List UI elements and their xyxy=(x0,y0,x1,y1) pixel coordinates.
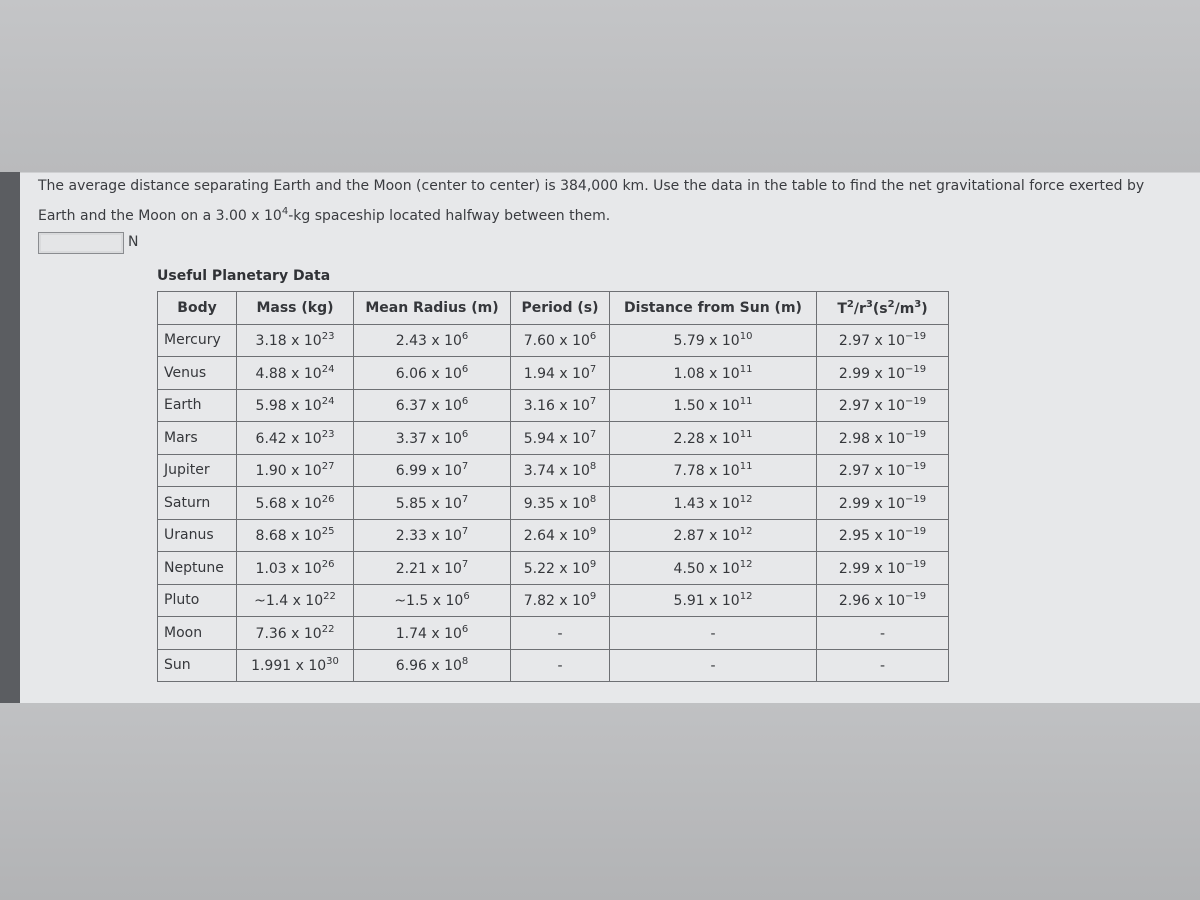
period-exponent: 9 xyxy=(589,591,597,603)
table-row xyxy=(158,552,949,585)
ratio-mantissa: 2.96 x 10 xyxy=(838,593,906,610)
period-exponent: 9 xyxy=(589,526,597,538)
period-mantissa: 5.22 x 10 xyxy=(523,560,590,577)
cell-ratio xyxy=(817,454,949,487)
cell-radius xyxy=(354,324,511,357)
cell-mass xyxy=(237,357,354,390)
period-exponent: 7 xyxy=(589,396,597,408)
cell-radius xyxy=(354,519,511,552)
ratio-mantissa: 2.97 x 10 xyxy=(838,463,906,480)
radius-mantissa: 2.33 x 10 xyxy=(395,528,462,545)
cell-mass xyxy=(237,519,354,552)
table-row xyxy=(158,422,949,455)
distance-exponent: 12 xyxy=(739,558,753,570)
header-radius: Mean Radius (m) xyxy=(354,292,511,325)
distance-mantissa: 2.87 x 10 xyxy=(673,528,740,545)
cell-body: Mercury xyxy=(158,324,237,357)
radius-mantissa: 1.74 x 10 xyxy=(395,625,462,642)
cell-radius xyxy=(354,552,511,585)
ratio-mantissa: 2.97 x 10 xyxy=(838,398,906,415)
table-row xyxy=(158,519,949,552)
cell-radius xyxy=(354,357,511,390)
mass-exponent: 26 xyxy=(321,558,335,570)
radius-exponent: 6 xyxy=(461,396,469,408)
ratio-mantissa: - xyxy=(879,625,886,642)
ratio-T: T xyxy=(837,300,847,317)
cell-period xyxy=(511,454,610,487)
table-row xyxy=(158,357,949,390)
table-row xyxy=(158,487,949,520)
ratio-mantissa: - xyxy=(879,658,886,675)
mass-mantissa: 1.90 x 10 xyxy=(255,463,322,480)
ratio-exponent: −19 xyxy=(905,396,927,408)
period-mantissa: 1.94 x 10 xyxy=(523,365,590,382)
cell-period xyxy=(511,584,610,617)
mass-mantissa: 1.991 x 10 xyxy=(251,658,327,675)
cell-ratio xyxy=(817,389,949,422)
cell-mass xyxy=(237,454,354,487)
cell-mass xyxy=(237,617,354,650)
cell-radius xyxy=(354,422,511,455)
cell-distance xyxy=(610,487,817,520)
ratio-mantissa: 2.99 x 10 xyxy=(838,365,906,382)
cell-period xyxy=(511,552,610,585)
cell-body: Sun xyxy=(158,649,237,682)
radius-exponent: 7 xyxy=(461,558,469,570)
distance-mantissa: 1.08 x 10 xyxy=(673,365,740,382)
mass-exponent: 23 xyxy=(321,428,335,440)
table-title: Useful Planetary Data xyxy=(157,268,331,284)
ratio-mantissa: 2.98 x 10 xyxy=(838,430,906,447)
header-period: Period (s) xyxy=(511,292,610,325)
mass-exponent: 23 xyxy=(321,331,335,343)
mass-exponent: 24 xyxy=(321,363,335,375)
background-top xyxy=(0,0,1200,175)
period-mantissa: 3.16 x 10 xyxy=(523,398,590,415)
mass-mantissa: ~1.4 x 10 xyxy=(254,593,324,610)
ratio-mantissa: 2.99 x 10 xyxy=(838,495,906,512)
question-line-2-start: Earth and the Moon on a 3.00 x 10 xyxy=(38,208,282,224)
period-exponent: 7 xyxy=(589,363,597,375)
ratio-T-exp: 2 xyxy=(846,298,854,310)
ratio-units-m: /m xyxy=(894,300,915,317)
mass-exponent: 22 xyxy=(323,591,336,603)
cell-mass xyxy=(237,552,354,585)
cell-distance xyxy=(610,324,817,357)
cell-ratio xyxy=(817,584,949,617)
ratio-exponent: −19 xyxy=(905,428,927,440)
table-row xyxy=(158,649,949,682)
cell-period xyxy=(511,389,610,422)
header-ratio xyxy=(817,292,949,325)
cell-distance xyxy=(610,422,817,455)
header-body: Body xyxy=(158,292,237,325)
cell-body: Moon xyxy=(158,617,237,650)
period-exponent: 9 xyxy=(589,558,597,570)
ratio-units-close: ) xyxy=(921,300,928,317)
header-distance: Distance from Sun (m) xyxy=(610,292,817,325)
period-mantissa: - xyxy=(557,658,563,675)
cell-radius xyxy=(354,454,511,487)
radius-exponent: 6 xyxy=(461,331,469,343)
cell-radius xyxy=(354,487,511,520)
distance-exponent: 11 xyxy=(739,461,753,473)
period-exponent: 8 xyxy=(589,461,597,473)
radius-exponent: 6 xyxy=(461,428,469,440)
table-header-row xyxy=(158,292,949,325)
screen-edge xyxy=(0,172,20,703)
period-mantissa: 9.35 x 10 xyxy=(523,495,590,512)
cell-distance xyxy=(610,454,817,487)
ratio-mantissa: 2.99 x 10 xyxy=(838,560,906,577)
planetary-data-table xyxy=(157,291,949,682)
period-exponent: 7 xyxy=(589,428,597,440)
mass-exponent: 26 xyxy=(321,493,335,505)
distance-exponent: 12 xyxy=(739,526,753,538)
cell-body: Mars xyxy=(158,422,237,455)
distance-mantissa: 4.50 x 10 xyxy=(673,560,740,577)
cell-period xyxy=(511,357,610,390)
cell-distance xyxy=(610,357,817,390)
distance-exponent: 11 xyxy=(739,363,753,375)
radius-mantissa: 6.06 x 10 xyxy=(395,365,462,382)
table-row xyxy=(158,584,949,617)
mass-exponent: 24 xyxy=(321,396,335,408)
cell-distance xyxy=(610,584,817,617)
table-row xyxy=(158,389,949,422)
answer-input[interactable] xyxy=(38,232,124,254)
period-exponent: 6 xyxy=(589,331,597,343)
table-row xyxy=(158,454,949,487)
cell-body: Venus xyxy=(158,357,237,390)
distance-mantissa: 2.28 x 10 xyxy=(673,430,740,447)
question-line-1: The average distance separating Earth and the Moon (center to center) is 384,000 km. Use the data in the table to find the net gravitational force exerted by xyxy=(38,178,1145,194)
cell-ratio xyxy=(817,552,949,585)
ratio-exponent: −19 xyxy=(905,558,927,570)
cell-period xyxy=(511,324,610,357)
radius-mantissa: ~1.5 x 10 xyxy=(394,593,464,610)
radius-exponent: 8 xyxy=(461,656,469,668)
cell-distance xyxy=(610,552,817,585)
distance-mantissa: 7.78 x 10 xyxy=(673,463,740,480)
period-exponent: 8 xyxy=(589,493,597,505)
ratio-r-exp: 3 xyxy=(865,298,873,310)
radius-mantissa: 6.99 x 10 xyxy=(395,463,462,480)
ratio-s-exp: 2 xyxy=(887,298,895,310)
cell-distance xyxy=(610,617,817,650)
ratio-exponent: −19 xyxy=(905,526,927,538)
cell-body: Saturn xyxy=(158,487,237,520)
distance-exponent: 12 xyxy=(739,591,753,603)
distance-mantissa: 5.79 x 10 xyxy=(673,333,740,350)
radius-exponent: 6 xyxy=(463,591,470,603)
mass-mantissa: 6.42 x 10 xyxy=(255,430,322,447)
radius-mantissa: 5.85 x 10 xyxy=(395,495,462,512)
distance-mantissa: 5.91 x 10 xyxy=(673,593,740,610)
cell-body: Earth xyxy=(158,389,237,422)
radius-mantissa: 3.37 x 10 xyxy=(395,430,462,447)
table-row xyxy=(158,324,949,357)
question-line-2 xyxy=(38,206,610,224)
answer-unit: N xyxy=(128,234,139,250)
ratio-units-s: (s xyxy=(872,300,888,317)
cell-radius xyxy=(354,649,511,682)
cell-period xyxy=(511,487,610,520)
cell-period xyxy=(511,519,610,552)
distance-mantissa: - xyxy=(710,625,716,642)
table-row xyxy=(158,617,949,650)
mass-mantissa: 5.68 x 10 xyxy=(255,495,322,512)
ratio-exponent: −19 xyxy=(905,591,927,603)
cell-body: Neptune xyxy=(158,552,237,585)
cell-mass xyxy=(237,422,354,455)
cell-mass xyxy=(237,389,354,422)
cell-ratio xyxy=(817,519,949,552)
radius-mantissa: 2.43 x 10 xyxy=(395,333,462,350)
period-mantissa: 7.60 x 10 xyxy=(523,333,590,350)
radius-exponent: 6 xyxy=(461,623,469,635)
cell-ratio xyxy=(817,324,949,357)
mass-mantissa: 8.68 x 10 xyxy=(255,528,322,545)
period-mantissa: - xyxy=(557,625,563,642)
period-mantissa: 3.74 x 10 xyxy=(523,463,590,480)
ratio-exponent: −19 xyxy=(905,331,927,343)
distance-exponent: 11 xyxy=(739,396,753,408)
mass-mantissa: 4.88 x 10 xyxy=(255,365,322,382)
distance-mantissa: 1.50 x 10 xyxy=(673,398,740,415)
ratio-mantissa: 2.97 x 10 xyxy=(838,333,906,350)
cell-mass xyxy=(237,584,354,617)
cell-radius xyxy=(354,617,511,650)
cell-distance xyxy=(610,649,817,682)
cell-ratio xyxy=(817,357,949,390)
cell-radius xyxy=(354,389,511,422)
ratio-r: /r xyxy=(853,300,866,317)
period-mantissa: 2.64 x 10 xyxy=(523,528,590,545)
mass-exponent: 22 xyxy=(321,623,335,635)
mass-mantissa: 1.03 x 10 xyxy=(255,560,322,577)
cell-mass xyxy=(237,487,354,520)
radius-mantissa: 2.21 x 10 xyxy=(395,560,462,577)
cell-period xyxy=(511,649,610,682)
cell-ratio xyxy=(817,617,949,650)
radius-exponent: 7 xyxy=(461,526,469,538)
radius-mantissa: 6.96 x 10 xyxy=(395,658,462,675)
background-bottom xyxy=(0,703,1200,900)
cell-radius xyxy=(354,584,511,617)
mass-exponent: 30 xyxy=(326,656,339,668)
period-mantissa: 7.82 x 10 xyxy=(523,593,590,610)
cell-mass xyxy=(237,324,354,357)
mass-exponent: 25 xyxy=(321,526,335,538)
header-mass: Mass (kg) xyxy=(237,292,354,325)
ratio-exponent: −19 xyxy=(905,493,927,505)
cell-body: Pluto xyxy=(158,584,237,617)
question-exponent: 4 xyxy=(281,206,289,217)
ratio-exponent: −19 xyxy=(905,461,927,473)
distance-exponent: 11 xyxy=(739,428,753,440)
distance-exponent: 10 xyxy=(739,331,753,343)
cell-body: Uranus xyxy=(158,519,237,552)
distance-exponent: 12 xyxy=(739,493,753,505)
ratio-exponent: −19 xyxy=(905,363,927,375)
cell-ratio xyxy=(817,649,949,682)
cell-period xyxy=(511,422,610,455)
cell-ratio xyxy=(817,422,949,455)
mass-mantissa: 7.36 x 10 xyxy=(255,625,322,642)
radius-exponent: 6 xyxy=(461,363,469,375)
cell-body: Jupiter xyxy=(158,454,237,487)
cell-distance xyxy=(610,519,817,552)
radius-mantissa: 6.37 x 10 xyxy=(395,398,462,415)
mass-mantissa: 5.98 x 10 xyxy=(255,398,322,415)
radius-exponent: 7 xyxy=(461,461,469,473)
distance-mantissa: 1.43 x 10 xyxy=(673,495,740,512)
ratio-mantissa: 2.95 x 10 xyxy=(838,528,906,545)
radius-exponent: 7 xyxy=(461,493,469,505)
question-line-2-end: -kg spaceship located halfway between them. xyxy=(288,208,611,224)
cell-ratio xyxy=(817,487,949,520)
period-mantissa: 5.94 x 10 xyxy=(523,430,590,447)
cell-mass xyxy=(237,649,354,682)
mass-mantissa: 3.18 x 10 xyxy=(255,333,322,350)
distance-mantissa: - xyxy=(710,658,716,675)
mass-exponent: 27 xyxy=(321,461,335,473)
cell-distance xyxy=(610,389,817,422)
ratio-m-exp: 3 xyxy=(914,298,922,310)
cell-period xyxy=(511,617,610,650)
